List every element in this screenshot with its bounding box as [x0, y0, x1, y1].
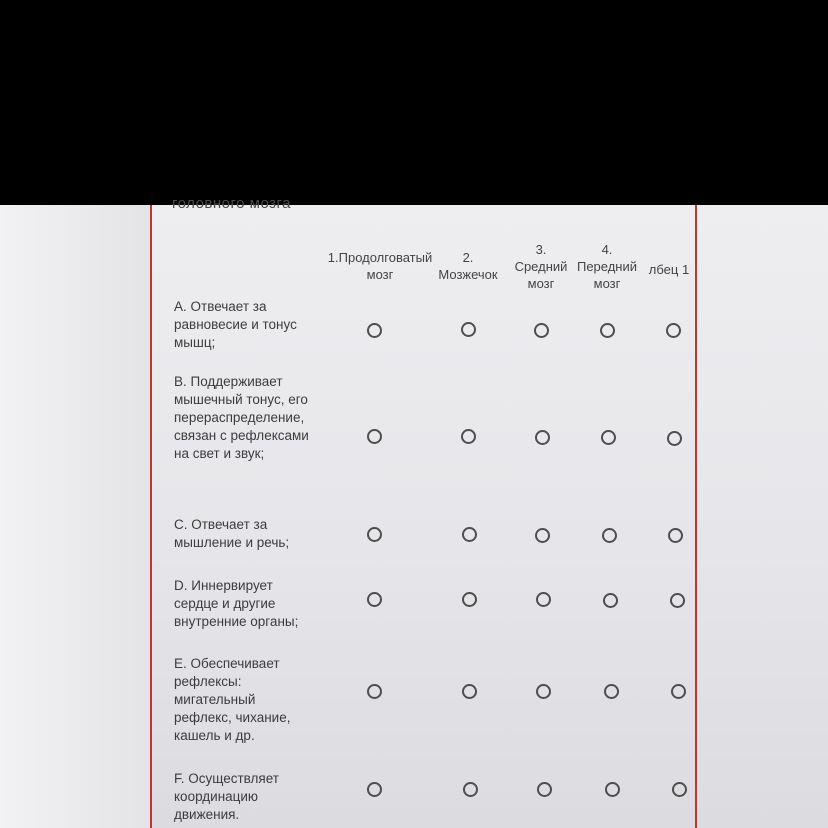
radio-C-c4[interactable] — [602, 528, 617, 543]
radio-F-c5[interactable] — [672, 782, 687, 797]
radio-D-c4[interactable] — [603, 593, 618, 608]
radio-A-c1[interactable] — [367, 323, 382, 338]
column-header-c3: 3. Средний мозг — [514, 242, 568, 291]
radio-E-c4[interactable] — [604, 684, 619, 699]
radio-F-c3[interactable] — [537, 782, 552, 797]
row-label-C: С. Отвечает за мышление и речь; — [174, 517, 290, 550]
radio-D-c1[interactable] — [367, 592, 382, 607]
radio-D-c5[interactable] — [670, 593, 685, 608]
radio-E-c3[interactable] — [536, 684, 551, 699]
radio-A-c5[interactable] — [666, 323, 681, 338]
radio-C-c5[interactable] — [668, 528, 683, 543]
form-page — [0, 195, 828, 828]
page-margin — [0, 205, 150, 828]
radio-E-c5[interactable] — [671, 684, 686, 699]
radio-B-c3[interactable] — [535, 430, 550, 445]
radio-D-c2[interactable] — [462, 592, 477, 607]
row-label-E: Е. Обеспечивает рефлексы: мигательный рефлекс, чихание, кашель и др. — [174, 656, 291, 743]
radio-F-c4[interactable] — [605, 782, 620, 797]
radio-B-c1[interactable] — [367, 429, 382, 444]
radio-B-c4[interactable] — [601, 430, 616, 445]
radio-C-c3[interactable] — [535, 528, 550, 543]
form-card-right-border — [695, 205, 697, 828]
row-label-A: А. Отвечает за равновесие и тонус мышц; — [174, 299, 297, 350]
radio-C-c2[interactable] — [462, 527, 477, 542]
row-label-B: В. Поддерживает мышечный тонус, его перераспределение, связан с рефлексами на свет и звук; — [174, 374, 309, 461]
column-header-c1: 1.Продолговатый мозг — [327, 250, 433, 282]
radio-A-c4[interactable] — [600, 323, 615, 338]
radio-B-c5[interactable] — [667, 431, 682, 446]
radio-F-c1[interactable] — [367, 782, 382, 797]
form-card-left-border — [150, 205, 152, 828]
column-header-c2: 2. Мозжечок — [438, 250, 498, 282]
radio-E-c1[interactable] — [367, 684, 382, 699]
radio-E-c2[interactable] — [462, 684, 477, 699]
column-header-c4: 4. Передний мозг — [576, 242, 638, 291]
radio-A-c2[interactable] — [461, 322, 476, 337]
row-label-D: D. Иннервирует сердце и другие внутренние органы; — [174, 578, 299, 629]
radio-C-c1[interactable] — [367, 527, 382, 542]
radio-D-c3[interactable] — [536, 592, 551, 607]
radio-F-c2[interactable] — [463, 782, 478, 797]
row-label-F: F. Осуществляет координацию движения. — [174, 771, 279, 822]
radio-A-c3[interactable] — [534, 323, 549, 338]
question-title-fragment: головного мозга — [172, 195, 292, 212]
column-header-c5: лбец 1 — [648, 262, 690, 277]
radio-B-c2[interactable] — [461, 429, 476, 444]
